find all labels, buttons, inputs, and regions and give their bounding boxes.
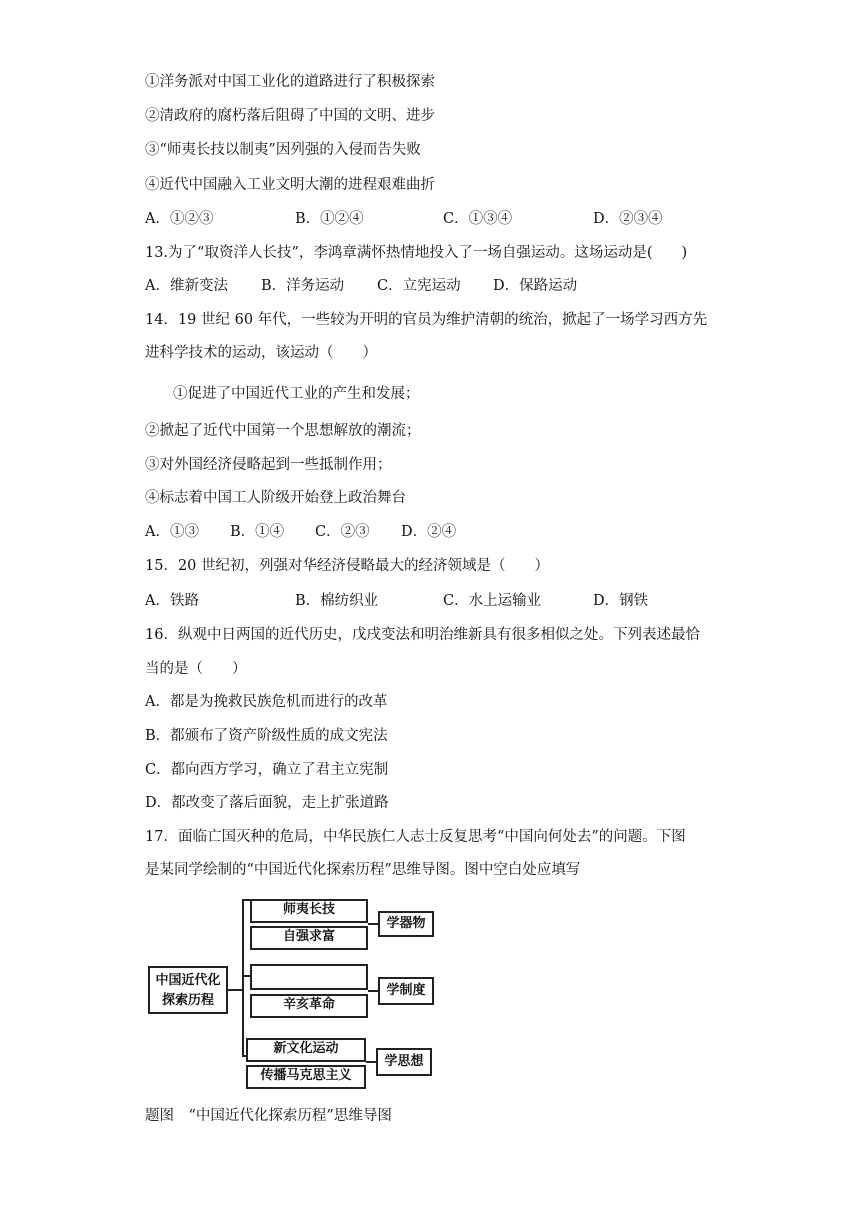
figure-caption: 题图 “中国近代化探索历程”思维导图	[145, 1108, 392, 1124]
mind-map-item-blank	[250, 964, 368, 990]
q15-stem: 15．20 世纪初，列强对华经济侵略最大的经济领域是（ ）	[145, 558, 550, 574]
q15-option-a[interactable]: A．铁路	[145, 593, 199, 609]
mind-map-group-1: 学器物	[378, 911, 434, 937]
q12-option-a[interactable]: A．①②③	[145, 211, 214, 227]
mind-map-diagram	[146, 893, 436, 1093]
mind-map-item-5: 新文化运动	[246, 1038, 366, 1062]
q12-statement-1: ①洋务派对中国工业化的道路进行了积极探索	[145, 74, 435, 90]
mind-map-root	[148, 966, 228, 1014]
q16-option-b[interactable]: B．都颁布了资产阶级性质的成文宪法	[145, 728, 388, 744]
q16-stem-line2: 当的是（ ）	[145, 661, 247, 677]
q14-statement-2: ②掀起了近代中国第一个思想解放的潮流；	[145, 423, 421, 439]
q13-option-a[interactable]: A．维新变法	[145, 278, 228, 294]
q15-option-c[interactable]: C．水上运输业	[443, 593, 542, 609]
q14-statement-1: ①促进了中国近代工业的产生和发展；	[173, 386, 420, 402]
q15-option-d[interactable]: D．钢铁	[593, 593, 649, 609]
q13-option-c[interactable]: C．立宪运动	[377, 278, 461, 294]
q16-option-a[interactable]: A．都是为挽救民族危机而进行的改革	[145, 694, 388, 710]
mind-map-item-4: 辛亥革命	[250, 994, 368, 1018]
q14-option-b[interactable]: B．①④	[230, 524, 285, 540]
q12-statement-2: ②清政府的腐朽落后阻碍了中国的文明、进步	[145, 108, 435, 124]
q15-option-b[interactable]: B．棉纺织业	[295, 593, 379, 609]
q16-option-d[interactable]: D．都改变了落后面貌，走上扩张道路	[145, 795, 389, 811]
q13-option-b[interactable]: B．洋务运动	[261, 278, 345, 294]
q14-option-d[interactable]: D．②④	[401, 524, 457, 540]
q12-statement-3: ③“师夷长技以制夷”因列强的入侵而告失败	[145, 142, 421, 158]
q16-stem-line1: 16．纵观中日两国的近代历史，戊戌变法和明治维新具有很多相似之处。下列表述最恰	[145, 627, 700, 643]
q13-option-d[interactable]: D．保路运动	[493, 278, 578, 294]
mind-map-item-1: 师夷长技	[250, 899, 368, 923]
mind-map-group-3: 学思想	[376, 1048, 432, 1076]
q14-option-c[interactable]: C．②③	[315, 524, 370, 540]
q17-stem-line2: 是某同学绘制的“中国近代化探索历程”思维导图。图中空白处应填写	[145, 862, 581, 878]
mind-map-item-2: 自强求富	[250, 926, 368, 950]
q12-option-b[interactable]: B．①②④	[295, 211, 364, 227]
q13-stem: 13.为了“取资洋人长技”，李鸿章满怀热情地投入了一场自强运动。这场运动是( )	[145, 245, 688, 261]
q12-option-d[interactable]: D．②③④	[593, 211, 663, 227]
q14-statement-4: ④标志着中国工人阶级开始登上政治舞台	[145, 490, 406, 506]
q14-option-a[interactable]: A．①③	[145, 524, 199, 540]
q14-statement-3: ③对外国经济侵略起到一些抵制作用；	[145, 457, 392, 473]
mind-map-root-line1: 中国近代化	[155, 973, 221, 988]
q14-stem-line1: 14．19 世纪 60 年代，一些较为开明的官员为维护清朝的统治，掀起了一场学习西方先	[145, 312, 708, 328]
mind-map-group-2: 学制度	[378, 977, 434, 1005]
mind-map-item-6: 传播马克思主义	[246, 1065, 366, 1089]
q14-stem-line2: 进科学技术的运动，该运动（ ）	[145, 345, 377, 361]
q16-option-c[interactable]: C．都向西方学习，确立了君主立宪制	[145, 762, 389, 778]
trunk-line	[242, 899, 244, 1057]
q12-statement-4: ④近代中国融入工业文明大潮的进程艰难曲折	[145, 177, 435, 193]
mind-map-root-line2: 探索历程	[161, 993, 214, 1008]
q17-stem-line1: 17．面临亡国灭种的危局，中华民族仁人志士反复思考“中国向何处去”的问题。下图	[145, 829, 686, 845]
q12-option-c[interactable]: C．①③④	[443, 211, 513, 227]
